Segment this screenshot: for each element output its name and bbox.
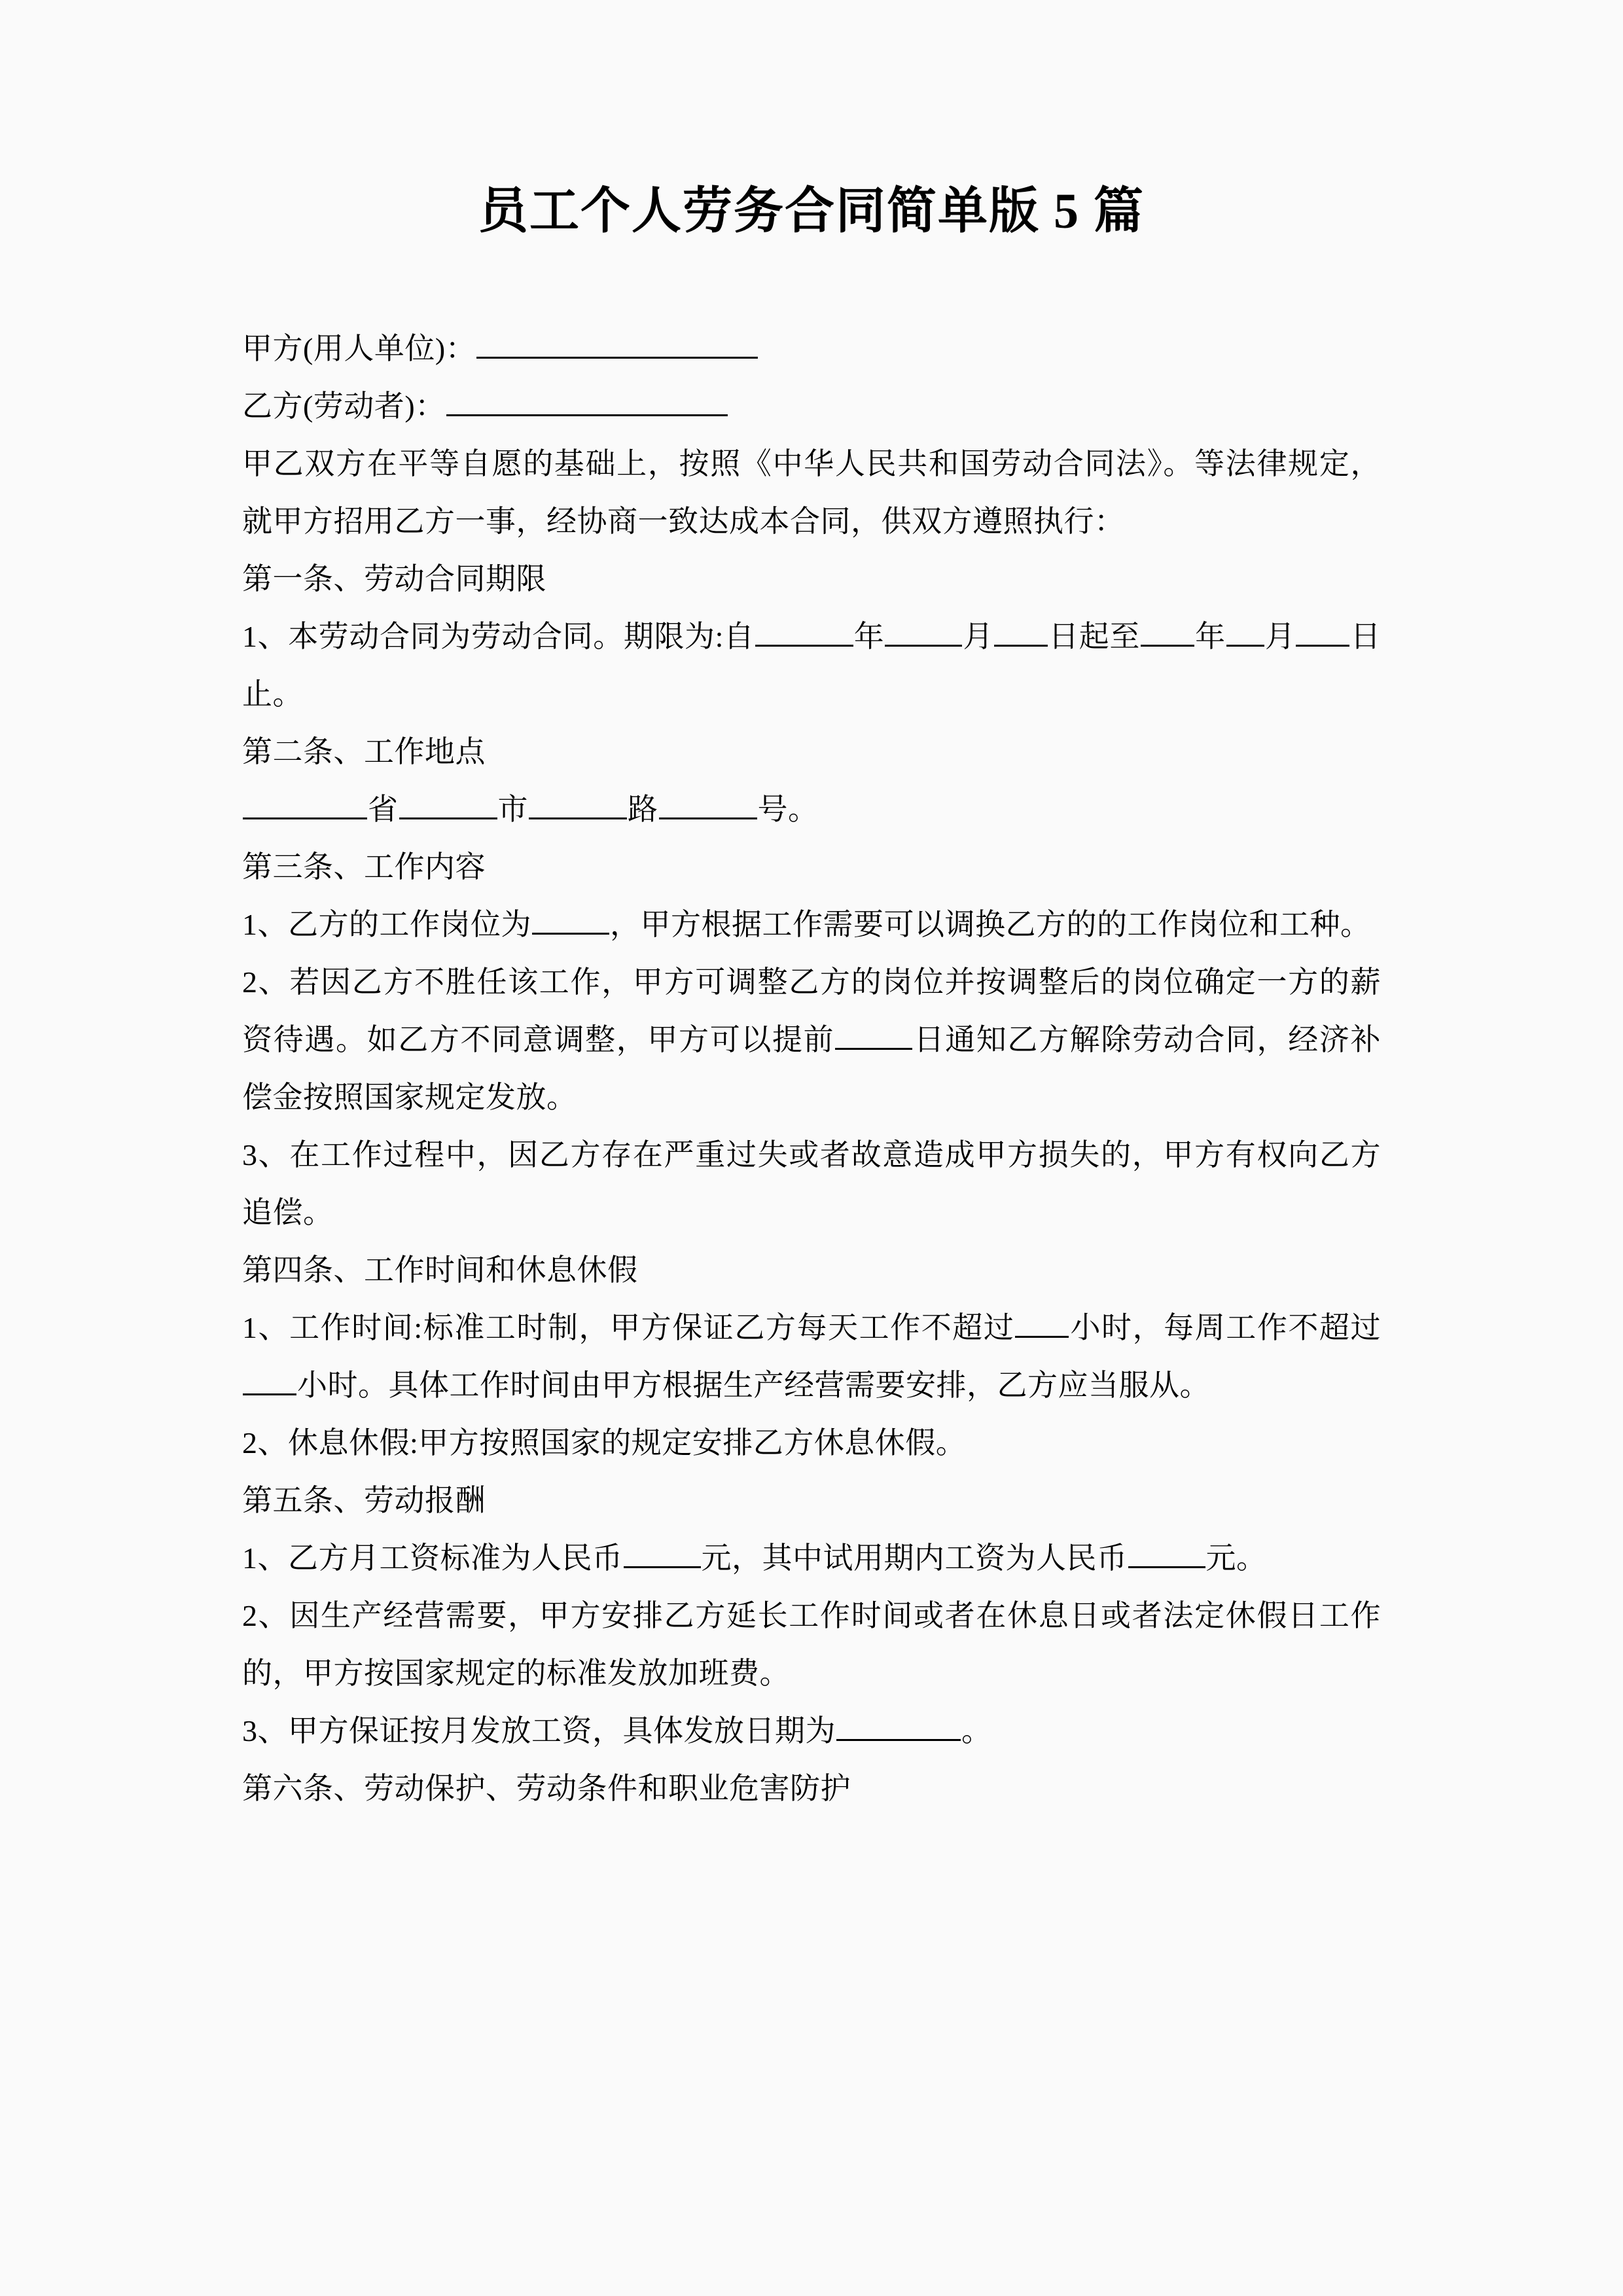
province-unit: 省 <box>368 793 399 827</box>
article-5-item-1-suffix: 元。 <box>1205 1541 1267 1575</box>
article-4-heading: 第四条、工作时间和休息休假 <box>242 1253 638 1287</box>
article-3-heading: 第三条、工作内容 <box>242 850 486 884</box>
city-blank[interactable] <box>399 789 497 819</box>
article-3-item-1 <box>242 896 1381 954</box>
end-month-unit: 月 <box>1264 620 1296 654</box>
article-1-heading: 第一条、劳动合同期限 <box>242 562 546 596</box>
article-5-item-3 <box>242 1702 1381 1760</box>
article-3-item-2-prefix: 2、若因乙方不胜任该工作，甲方可调整乙方的岗位并按调整后的岗位确定一方的薪资待遇。如乙方不同意调整，甲方可以提前 <box>242 965 1381 1057</box>
article-5-item-3-prefix: 3、甲方保证按月发放工资，具体发放日期为 <box>242 1714 836 1748</box>
article-3-item-3: 3、在工作过程中，因乙方存在严重过失或者故意造成甲方损失的，甲方有权向乙方追偿。 <box>242 1138 1381 1230</box>
start-year-unit: 年 <box>853 620 885 654</box>
article-1-item-1 <box>242 608 1381 723</box>
party-a-label: 甲方(用人单位)： <box>242 332 476 366</box>
start-day-unit: 日起至 <box>1048 620 1141 654</box>
article-5-item-1-prefix: 1、乙方月工资标准为人民币 <box>242 1541 623 1575</box>
notice-days-blank[interactable] <box>835 1019 912 1050</box>
article-6-heading: 第六条、劳动保护、劳动条件和职业危害防护 <box>242 1772 851 1806</box>
article-4-item-1-suffix: 小时。具体工作时间由甲方根据生产经营需要安排，乙方应当服从。 <box>297 1369 1210 1403</box>
road-blank[interactable] <box>529 789 627 819</box>
province-blank[interactable] <box>243 789 367 819</box>
preamble-paragraph: 甲乙双方在平等自愿的基础上，按照《中华人民共和国劳动合同法》。等法律规定，就甲方招用乙方一事，经协商一致达成本合同，供双方遵照执行： <box>242 447 1381 539</box>
article-5-item-1 <box>242 1530 1381 1587</box>
payday-blank[interactable] <box>836 1710 961 1741</box>
party-b-line <box>242 378 1381 435</box>
number-unit: 号。 <box>757 793 819 827</box>
party-b-blank[interactable] <box>446 386 728 416</box>
end-day-blank[interactable] <box>1296 616 1349 647</box>
article-5-heading: 第五条、劳动报酬 <box>242 1484 486 1518</box>
article-5-item-1-mid: 元，其中试用期内工资为人民币 <box>701 1541 1128 1575</box>
start-day-blank[interactable] <box>994 616 1048 647</box>
daily-hours-blank[interactable] <box>1015 1307 1069 1338</box>
start-month-unit: 月 <box>963 620 994 654</box>
article-3-item-2-suffix: 日通知乙方解除劳动合同，经济补偿金按照国家规定发放。 <box>242 1023 1382 1115</box>
job-position-blank[interactable] <box>532 904 609 935</box>
article-3-item-2 <box>242 954 1381 1126</box>
probation-salary-blank[interactable] <box>1128 1537 1205 1568</box>
article-3-item-1-suffix: ，甲方根据工作需要可以调换乙方的的工作岗位和工种。 <box>610 908 1371 942</box>
document-body <box>242 242 1381 1818</box>
end-year-unit: 年 <box>1195 620 1226 654</box>
road-unit: 路 <box>628 793 658 827</box>
article-4-item-1-prefix: 1、工作时间:标准工时制，甲方保证乙方每天工作不超过 <box>242 1311 1015 1345</box>
number-blank[interactable] <box>659 789 757 819</box>
article-5-item-2: 2、因生产经营需要，甲方安排乙方延长工作时间或者在休息日或者法定休假日工作的，甲方按国家规定的标准发放加班费。 <box>242 1599 1381 1691</box>
article-4-item-1-mid: 小时，每周工作不超过 <box>1069 1311 1382 1345</box>
monthly-salary-blank[interactable] <box>624 1537 701 1568</box>
party-a-blank[interactable] <box>476 328 758 359</box>
end-day-unit: 日止。 <box>242 620 1382 711</box>
article-4-item-2: 2、休息休假:甲方按照国家的规定安排乙方休息休假。 <box>242 1426 967 1460</box>
end-year-blank[interactable] <box>1141 616 1194 647</box>
article-3-item-1-prefix: 1、乙方的工作岗位为 <box>242 908 531 942</box>
party-b-label: 乙方(劳动者)： <box>242 389 446 423</box>
article-4-item-1 <box>242 1299 1381 1414</box>
article-5-item-3-suffix: 。 <box>961 1714 992 1748</box>
start-year-blank[interactable] <box>755 616 853 647</box>
article-2-heading: 第二条、工作地点 <box>242 735 486 769</box>
article-2-item-1 <box>242 781 1381 838</box>
city-unit: 市 <box>497 793 528 827</box>
start-month-blank[interactable] <box>885 616 962 647</box>
end-month-blank[interactable] <box>1226 616 1264 647</box>
page-title: 员工个人劳务合同简单版 5 篇 <box>478 184 1145 239</box>
article-1-item-1-prefix: 1、本劳动合同为劳动合同。期限为:自 <box>242 620 755 654</box>
party-a-line <box>242 320 1381 378</box>
weekly-hours-blank[interactable] <box>243 1365 296 1395</box>
